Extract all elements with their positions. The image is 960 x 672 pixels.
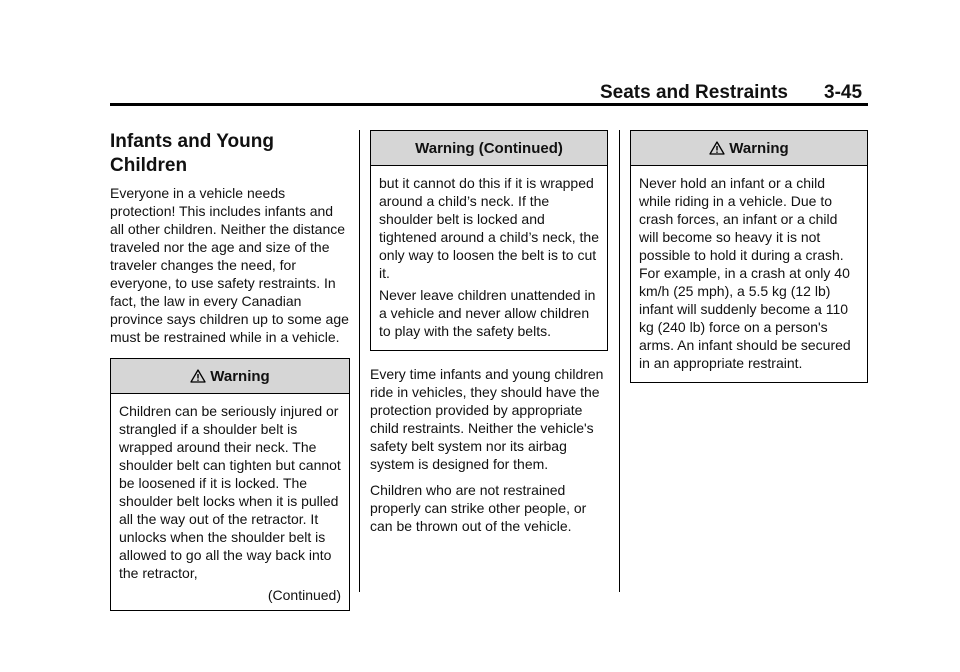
warning-triangle-icon (709, 141, 725, 155)
warning-text: but it cannot do this if it is wrapped around a child’s neck. If the shoulder belt is locked and tightened around a child’s neck, the only way to loosen the belt is to cut it. (379, 175, 600, 281)
warning-header (111, 359, 349, 394)
warning-text: Children can be seriously injured or strangled if a shoulder belt is wrapped around their neck. The shoulder belt can tighten but cannot be loosened if it is locked. The shoulder belt locks when it is pulled all the way out of the retractor. It unlocks when the shoulder belt is allowed to go all the way back into the retractor, (119, 403, 341, 581)
warning-title: Warning (Continued) (415, 139, 563, 157)
intro-paragraph: Everyone in a vehicle needs protection! This includes infants and all other children. Neither the distance traveled nor the age and size of the traveler changes the need, for everyone, to use safety restraints. In fact, the law in every Canadian province says children up to some age must be restrained while in a vehicle. (110, 185, 349, 345)
body-paragraph: Children who are not restrained properly can strike other people, or can be thrown out of the vehicle. (370, 482, 587, 534)
page-number: 3-45 (824, 82, 863, 103)
continued-label: (Continued) (267, 587, 341, 603)
column-2 (370, 130, 608, 543)
warning-title: Warning (210, 367, 270, 385)
warning-text: Never leave children unattended in a vehicle and never allow children to play with the safety belts. (379, 287, 596, 339)
section-title: Seats and Restraints (600, 82, 788, 103)
header-rule (110, 103, 868, 106)
body-paragraph: Every time infants and young children ride in vehicles, they should have the protection provided by appropriate child restraints. Neither the vehicle's safety belt system nor its airbag system is designed for them. (370, 366, 604, 472)
warning-text: Never hold an infant or a child while riding in a vehicle. Due to crash forces, an infant or a child will become so heavy it is not possible to hold it during a crash. For example, in a crash at only 40 km/h (25 mph), a 5.5 kg (12 lb) infant will suddenly become a 110 kg (240 lb) force on a person's arms. An infant should be secured in an appropriate restraint. (639, 175, 851, 371)
column-divider (619, 130, 620, 592)
warning-header (371, 131, 607, 166)
warning-triangle-icon (190, 369, 206, 383)
warning-header (631, 131, 867, 166)
column-3 (630, 130, 868, 383)
warning-title: Warning (729, 139, 789, 157)
column-divider (359, 130, 360, 592)
warning-box (110, 358, 350, 611)
warning-box (630, 130, 868, 383)
column-1 (110, 130, 350, 611)
section-heading: Infants and Young Children (110, 131, 274, 176)
warning-box-continued (370, 130, 608, 351)
